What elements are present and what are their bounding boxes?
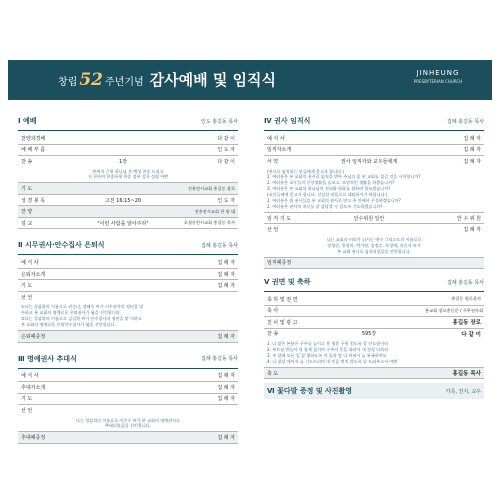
row-detail: 권사 임직자와 교우들에게: [340, 158, 398, 165]
row-label: 예 식 사: [267, 135, 285, 142]
row-leader: 홍길동 장로: [452, 320, 481, 327]
row-leader: 집 례 자: [217, 283, 235, 290]
section-title: Ⅳ 권사 임직식: [264, 117, 311, 125]
row-label: 예 배 부 름: [21, 147, 46, 154]
row-label: 예 식 사: [21, 260, 39, 267]
row-leader: 진흥전시교회 홍길동 장로: [187, 185, 235, 191]
row-leader: 집 례 자: [463, 147, 481, 154]
section-flowers-header: [264, 383, 484, 399]
section-officiant: 집례 홍길동 목사: [447, 279, 484, 286]
row-label: 설 교: [21, 220, 33, 227]
row-leader: 집 례 자: [463, 227, 481, 234]
row-leader: 인 도 자: [217, 147, 235, 154]
program-row: [264, 317, 484, 329]
declaration-line: ②나는 성삼위의 이름으로 김길원 씨가 안수집사의 정년을 맞 이하고: [21, 316, 142, 322]
row-leader: 다 같 이: [461, 331, 481, 338]
row-leader: 본교회 장로총동문 / 시무권사회: [425, 307, 483, 313]
row-leader: 집 례 자: [463, 158, 481, 165]
declaration-text: [264, 235, 484, 258]
lyric-line: 4. 나 항상 깨어서 늘 기도드리며 내 믿음 변치 않도록 날 도와주소서 아멘: [267, 358, 398, 364]
row-label: 찬양과경배: [21, 135, 46, 142]
row-leader: 초청중전시교회 홍길동 목사: [183, 220, 235, 226]
section-officiant: 집례 홍길동 목사: [201, 242, 238, 249]
declaration-line: 추대되었음을 선언합니다.: [104, 423, 152, 429]
declaration-line: 아하고 본 교회의 명예로운 은퇴권사가 됨을 선언합니다.: [21, 310, 122, 316]
section-worship-header: [18, 112, 238, 131]
banner-prefix: 창립: [58, 77, 78, 88]
row-label: 서 약: [267, 158, 279, 165]
row-label: 임직자소개: [267, 147, 292, 154]
program-row: [18, 257, 238, 269]
pledge-line: 1. 여러분은 본 교회의 권사로 임직을 받아 주님의 몸 된 교회를 섬길 것을 서약합니까?: [267, 174, 421, 180]
row-leader: 인 도 자: [217, 197, 235, 204]
section-title: Ⅵ 꽃다발 증정 및 사진촬영: [267, 387, 353, 396]
program-row: [18, 183, 238, 195]
row-leader: 집 례 자: [217, 435, 235, 442]
declaration-line: 나는 교회의 머리가 되시는 예수 그리스도의 이름으로: [326, 236, 422, 242]
section-officiant: 집례 홍길동 목사: [201, 356, 238, 363]
row-label: 임직패증정: [267, 260, 292, 267]
row-detail: 고전 16:15~20: [104, 197, 142, 204]
pledge-line: (권사로 임직하는 분들에게 묻고자 합니다.): [267, 168, 344, 174]
title-banner: [8, 60, 492, 100]
program-row: [264, 213, 484, 225]
anniversary-suffix: 주년기념: [105, 77, 144, 88]
verse-line: 만복의 근원 하나님 온 백성 찬송 드리고: [92, 168, 164, 174]
pledge-line: (교인들에게 묻고자 합니다. 신실한 마음으로 대답하시기 바랍니다.): [267, 192, 388, 198]
program-row: [18, 382, 238, 394]
section-honorary-header: [18, 350, 238, 369]
row-label: 기 도: [21, 396, 33, 403]
program-row: [18, 195, 238, 207]
program-row: [18, 432, 238, 444]
program-row: [264, 294, 484, 306]
pledge-line: 2. 여러분은 권사의 직무를 잘 감당할 수 있도록 기도하겠습니까?: [267, 204, 383, 210]
lyric-line: 2. 부르심 받들어 내 형제 섬기며 구주의 뜻을 따라서 내 정성 다하리: [267, 347, 389, 353]
section-officiant: 집례 홍길동 목사: [447, 118, 484, 125]
section-ordination-header: [264, 112, 484, 131]
declaration-text: [18, 302, 238, 331]
program-row: [18, 371, 238, 383]
program-row: [18, 280, 238, 292]
pledge-line: 1. 여러분은 위 권사들을 본 교회의 권사로 받고 주 안에서 존경하겠습니까?: [267, 198, 401, 204]
row-label: 임 직 기 도: [267, 215, 292, 222]
declaration-line: ①나는 성삼위의 이름으로 권순녀, 장혜숙 씨가 시무권사의 정년을 맞: [21, 304, 144, 310]
church-brand: [398, 69, 478, 84]
row-label: 축 하 및 권 면: [267, 296, 298, 303]
program-row: [18, 206, 238, 218]
declaration-line: 장정순, 홍정미, 박기연, 송정순, 오정애, 유순자 씨가: [327, 242, 421, 248]
program-row: [18, 292, 238, 303]
row-label: 찬 송: [267, 331, 279, 338]
section-title: Ⅱ 시무권사·안수집사 은퇴식: [18, 241, 105, 250]
program-row: [264, 258, 484, 270]
row-label: 선 언: [21, 407, 33, 414]
program-row: [18, 405, 238, 416]
row-leader: 집 례 자: [217, 373, 235, 380]
row-leader: 집 례 자: [217, 396, 235, 403]
declaration-line: 나는 성삼위의 이름으로 이순우 씨가 본 교회의 명예권사로: [75, 417, 181, 423]
row-label: 기 도: [21, 283, 33, 290]
row-leader: 홍길동 목사: [452, 371, 481, 378]
row-label: 찬 양: [21, 209, 33, 216]
row-leader: 다 같 이: [217, 158, 235, 165]
anniversary-number: 52: [79, 70, 103, 90]
brand-subtitle: PRESBYTERIAN CHURCH: [413, 79, 463, 84]
row-label: 예 식 사: [21, 373, 39, 380]
pledge-line: 2. 여러분은 교우들의 신앙생활을 돌보고, 모범적인 생활을 하겠습니까?: [267, 180, 395, 186]
row-detail: 595장: [361, 331, 377, 338]
banner-title: [58, 60, 276, 100]
row-label: 친 사 및 광 고: [267, 319, 298, 326]
row-leader: 다 같 이: [217, 135, 235, 142]
row-detail: 안수위원 일안: [353, 215, 385, 222]
row-detail: "이런 사람을 알아주라": [97, 220, 149, 227]
row-label: 선 언: [267, 227, 279, 234]
row-label: 은퇴패증정: [21, 333, 46, 340]
section-officiant: 인도 홍길동 목사: [201, 118, 238, 125]
row-leader: 진흥전시교회 찬 양 대: [194, 208, 235, 214]
row-leader: 집 례 자: [217, 384, 235, 391]
row-leader: 홍길동 원로목사: [451, 296, 481, 302]
program-row: [264, 306, 484, 318]
program-row: [18, 145, 238, 157]
program-row: [18, 156, 238, 167]
program-row: [18, 394, 238, 406]
section-retirement-header: [18, 236, 238, 255]
declaration-line: 본 교회의 명예로운 은퇴안수집사가 됨을 선언합니다.: [21, 322, 116, 328]
row-label: 찬 송: [21, 158, 33, 165]
row-leader: 안 수 위 원: [456, 215, 481, 222]
row-label: 기 도: [21, 186, 33, 193]
section-participants: 가족, 친지, 교우: [445, 388, 481, 395]
program-row: [264, 368, 484, 380]
brand-name: JINHEUNG: [416, 69, 460, 77]
row-detail: 1장: [118, 158, 127, 165]
row-label: 축 사: [267, 308, 279, 315]
row-leader: 집 례 자: [217, 271, 235, 278]
row-leader: 집 례 자: [463, 135, 481, 142]
hymn-lyrics: [264, 339, 484, 368]
program-row: [264, 156, 484, 167]
row-label: 선 언: [21, 294, 33, 301]
pledge-line: 3. 여러분은 본 교회의 하나님의 진리와 평화를 위하여 힘쓰겠습니까?: [267, 186, 391, 192]
row-label: 추대패증정: [21, 435, 46, 442]
verse-line: 저 천사여 찬송하세 찬송 성부 성자 성령 아멘: [87, 174, 169, 180]
row-label: 추대자소개: [21, 384, 46, 391]
hymn-verse: [18, 167, 238, 184]
section-title: Ⅰ 예배: [18, 117, 37, 125]
event-title: 감사예배 및 임직식: [149, 71, 277, 89]
program-row: [18, 133, 238, 145]
declaration-line: 본 교회 권사로 임직되었음을 선언합니다.: [337, 248, 411, 254]
program-row: [18, 269, 238, 281]
lyric-line: 1. 나 맡은 본분은 구주를 높이고 뭇 영혼 구원 얻도록 잘 인도함이라: [267, 341, 389, 347]
row-label: 성 경 봉 독: [21, 197, 46, 204]
right-page: [264, 112, 484, 401]
section-title: Ⅴ 권면 및 축하: [264, 278, 311, 287]
program-row: [264, 329, 484, 340]
section-title: Ⅲ 명예권사 추대식: [18, 354, 77, 363]
section-exhortation-header: [264, 273, 484, 292]
row-label: 축 도: [267, 370, 279, 377]
row-leader: 집 례 자: [217, 333, 235, 340]
program-row: [264, 133, 484, 145]
row-label: 은퇴자소개: [21, 271, 46, 278]
program-row: [264, 145, 484, 157]
program-row: [18, 218, 238, 230]
pledge-text: [264, 167, 484, 213]
row-leader: 집 례 자: [217, 260, 235, 267]
left-page: [18, 112, 238, 444]
declaration-text: [18, 416, 238, 433]
lyric-line: 3. 주 앞에 모든 일 잘 행하도록 이 몸과 맘 다 바쳐서 늘 부족하여도: [267, 353, 387, 359]
program-row: [264, 224, 484, 235]
program-row: [18, 331, 238, 343]
